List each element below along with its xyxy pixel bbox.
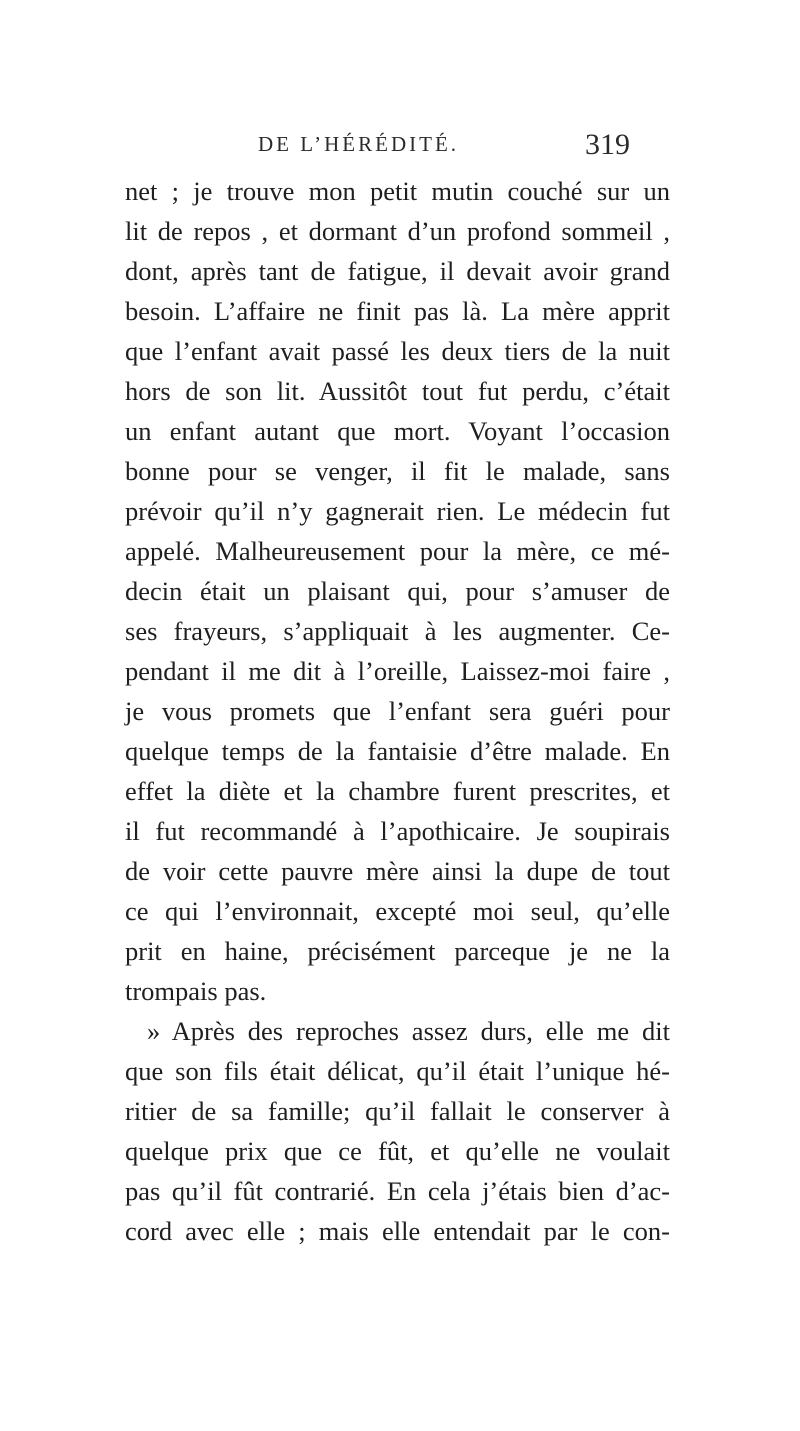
text-line: cord avec elle ; mais elle entendait par le con- (125, 1216, 670, 1246)
text-line: pas qu’il fût contrarié. En cela j’étais bien d’ac- (125, 1176, 670, 1206)
text-line: decin était un plaisant qui, pour s’amuser de (125, 576, 670, 606)
text-line: quelque temps de la fantaisie d’être malade. En (125, 736, 670, 766)
text-line: ses frayeurs, s’appliquait à les augmenter. Ce- (125, 616, 670, 646)
text-line: trompais pas. (125, 976, 267, 1006)
text-line: que l’enfant avait passé les deux tiers de la nuit (125, 336, 670, 366)
text-line: hors de son lit. Aussitôt tout fut perdu, c’était (125, 376, 670, 406)
text-line: bonne pour se venger, il fit le malade, sans (125, 456, 670, 486)
text-line: » Après des reproches assez durs, elle me dit (147, 1016, 670, 1046)
text-line: net ; je trouve mon petit mutin couché sur un (125, 176, 670, 206)
text-line: un enfant autant que mort. Voyant l’occasion (125, 416, 670, 446)
text-line: prit en haine, précisément parceque je ne la (125, 936, 670, 966)
text-line: effet la diète et la chambre furent prescrites, et (125, 776, 670, 806)
text-line: quelque prix que ce fût, et qu’elle ne voulait (125, 1136, 670, 1166)
text-line: dont, après tant de fatigue, il devait avoir grand (125, 256, 670, 286)
text-line: que son fils était délicat, qu’il était l’unique hé- (125, 1056, 670, 1086)
text-line: je vous promets que l’enfant sera guéri pour (125, 696, 670, 726)
text-line: il fut recommandé à l’apothicaire. Je soupirais (125, 816, 670, 846)
text-line: lit de repos , et dormant d’un profond sommeil , (125, 216, 670, 246)
running-title: DE L’HÉRÉDITÉ. (258, 132, 460, 156)
page-number: 319 (585, 128, 630, 161)
text-line: prévoir qu’il n’y gagnerait rien. Le médecin fut (125, 496, 670, 526)
text-line: ce qui l’environnait, excepté moi seul, qu’elle (125, 896, 670, 926)
text-line: besoin. L’affaire ne finit pas là. La mère apprit (125, 296, 670, 326)
text-line: appelé. Malheureusement pour la mère, ce mé- (125, 536, 670, 566)
text-line: de voir cette pauvre mère ainsi la dupe de tout (125, 856, 670, 886)
text-line: pendant il me dit à l’oreille, Laissez-moi faire , (125, 656, 670, 686)
text-line: ritier de sa famille; qu’il fallait le conserver à (125, 1096, 670, 1126)
